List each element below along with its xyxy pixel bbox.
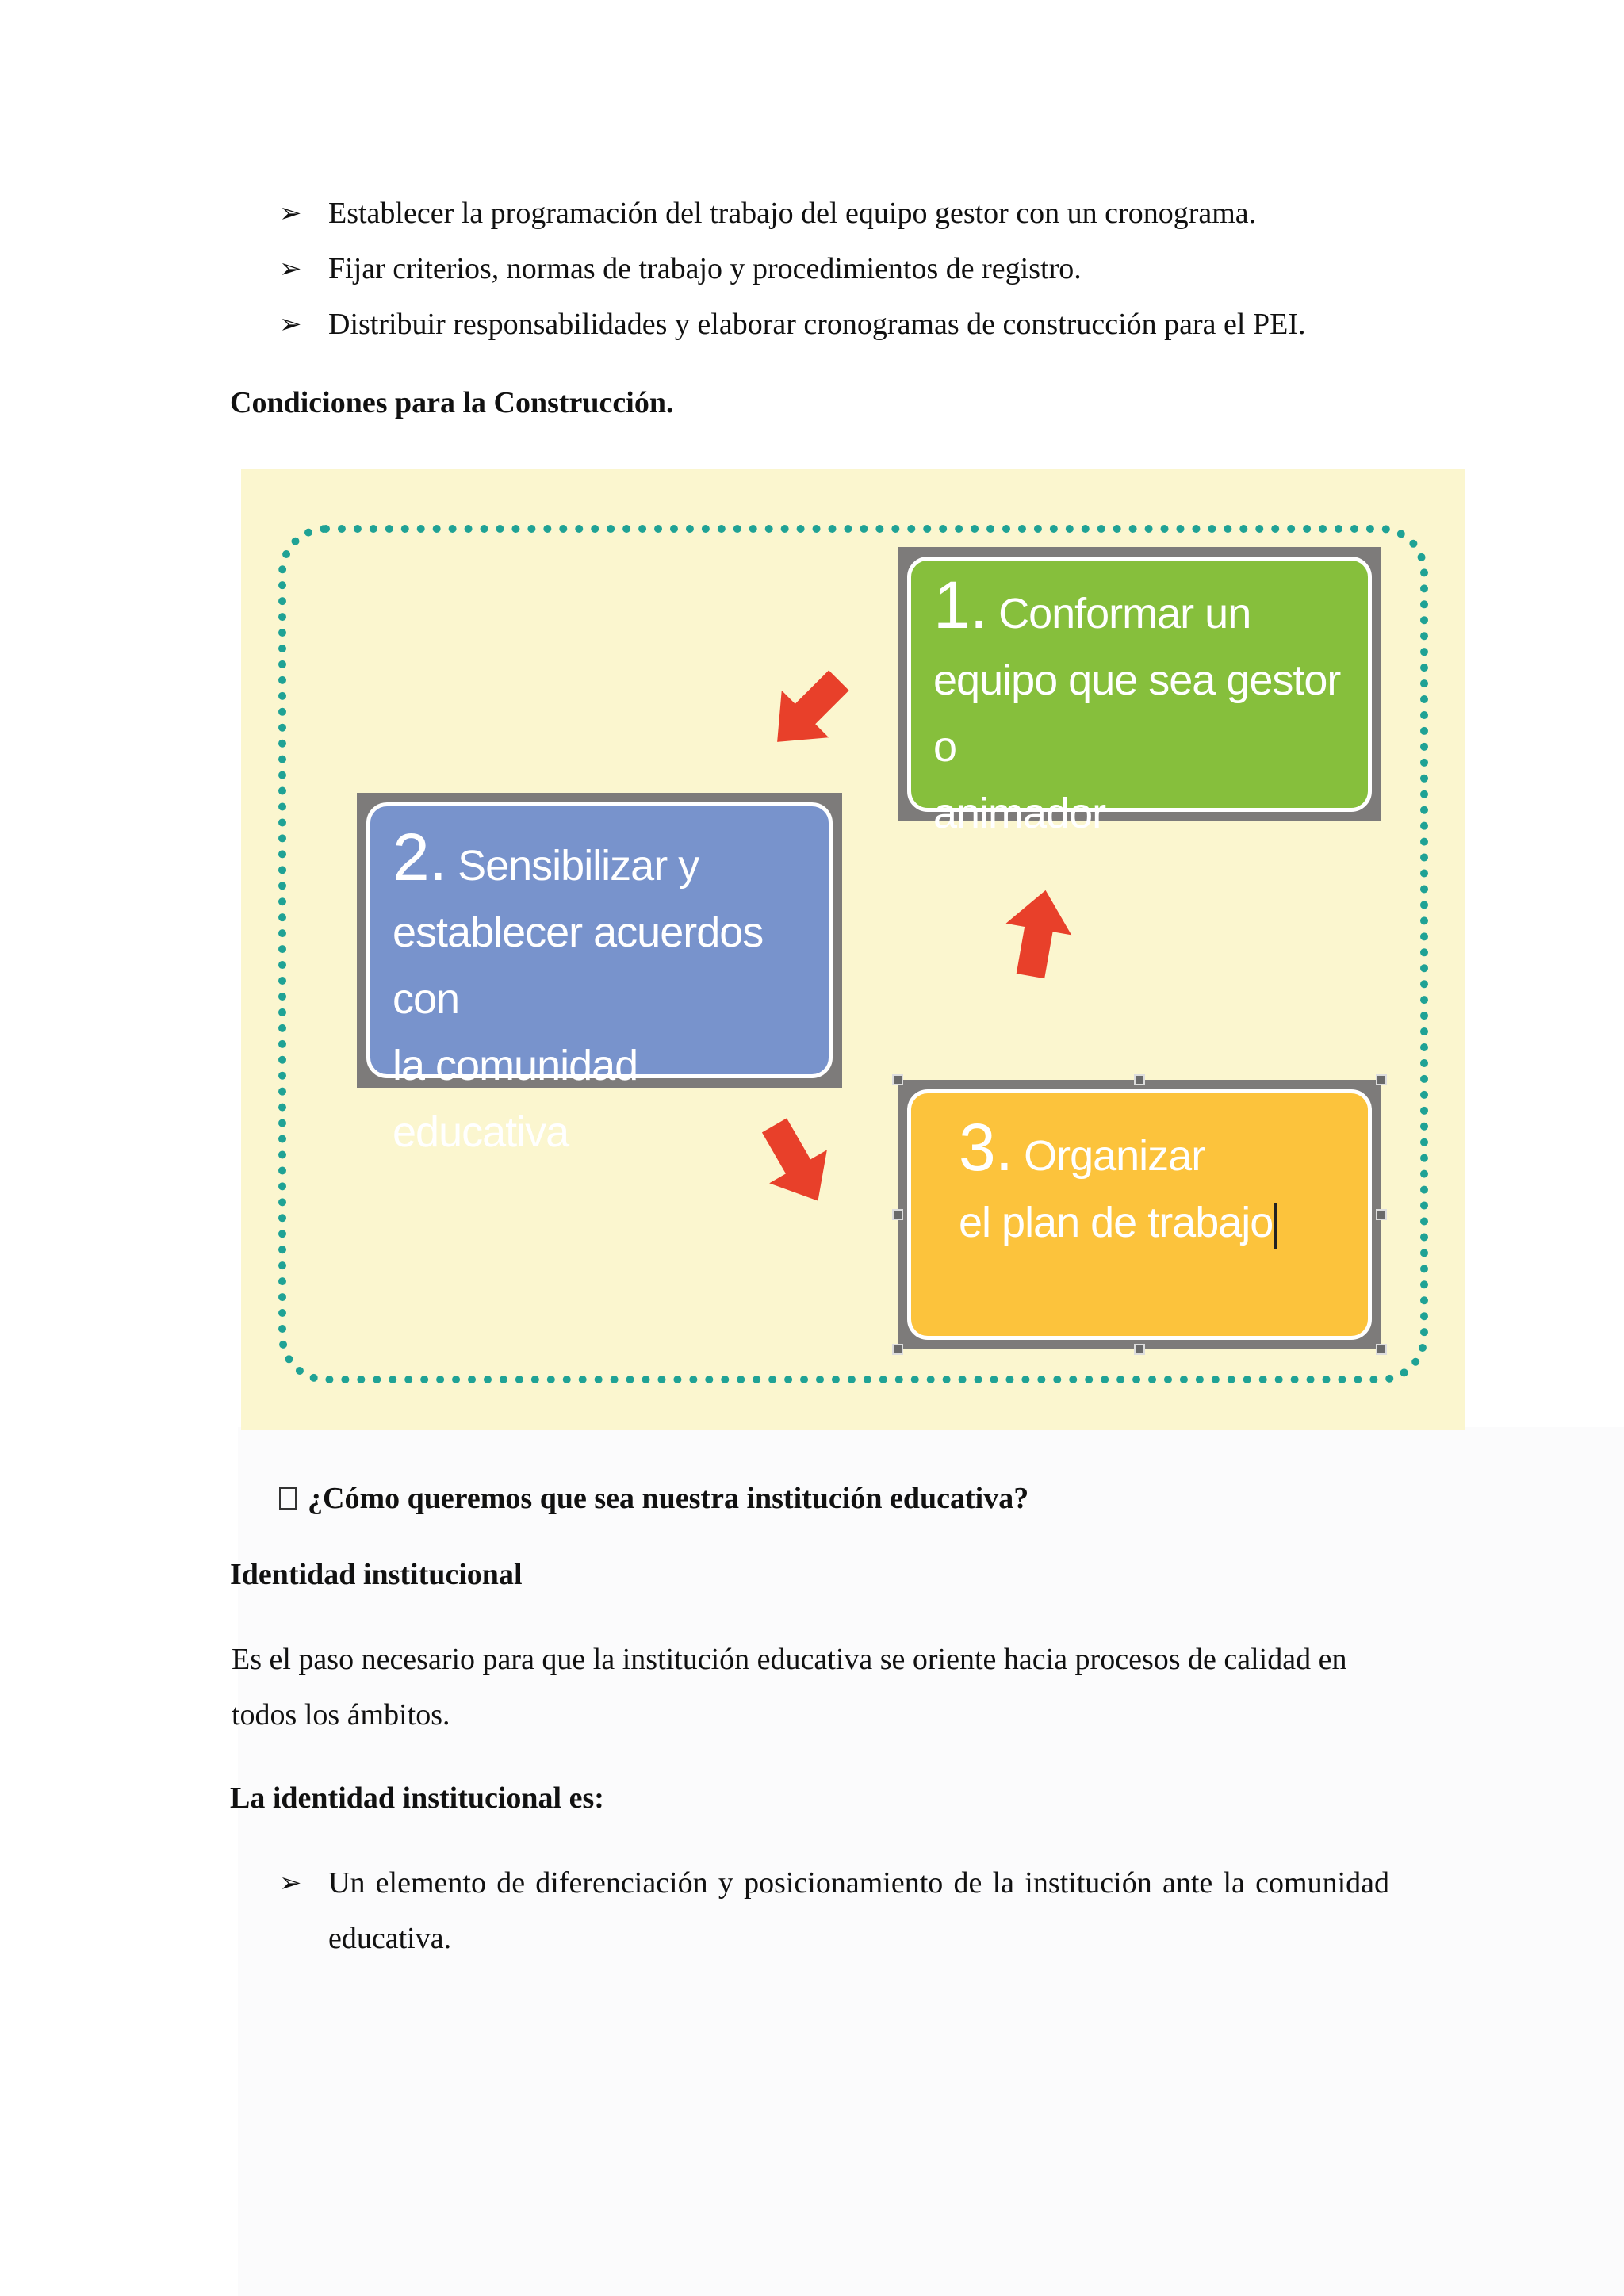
list-item: ➢ Distribuir responsabilidades y elaborar cronogramas de construcción para el PEI. — [279, 297, 1305, 352]
arrowhead-bullet-icon: ➢ — [279, 308, 302, 340]
step-text-line: Sensibilizar y — [458, 842, 699, 890]
section-heading-conditions: Condiciones para la Construcción. — [230, 386, 674, 419]
step-text-line: Conformar un — [998, 590, 1251, 637]
step-card-1 — [898, 547, 1381, 837]
list-item: ➢ Fijar criterios, normas de trabajo y procedimientos de registro. — [279, 241, 1305, 297]
step-text-line: la comunidad educativa — [393, 1042, 638, 1156]
bullet-list-bottom — [279, 1855, 1389, 1966]
step-text-line: el plan de trabajo — [959, 1199, 1274, 1246]
step-card-2 — [357, 793, 842, 1156]
arrowhead-bullet-icon: ➢ — [279, 253, 302, 285]
identity-heading: Identidad institucional — [230, 1558, 523, 1591]
list-item: ➢ Un elemento de diferenciación y posicionamiento de la institución ante la comunidad educativa. — [279, 1855, 1389, 1966]
resize-handle[interactable] — [1376, 1209, 1387, 1220]
identity-is-heading: La identidad institucional es: — [230, 1781, 604, 1815]
step-text-line: animador — [933, 790, 1106, 837]
resize-handle[interactable] — [1134, 1074, 1145, 1085]
step-number: 3. — [959, 1110, 1013, 1184]
resize-handle[interactable] — [1376, 1074, 1387, 1085]
red-arrow-icon — [737, 1104, 856, 1223]
arrowhead-bullet-icon: ➢ — [279, 1867, 302, 1899]
resize-handle[interactable] — [1376, 1344, 1387, 1355]
construction-steps-diagram — [241, 469, 1465, 1430]
resize-handle[interactable] — [892, 1209, 903, 1220]
red-arrow-icon — [749, 652, 868, 771]
red-arrow-icon — [979, 874, 1097, 993]
step-card-3[interactable] — [898, 1080, 1381, 1349]
step-text-line: establecer acuerdos con — [393, 909, 764, 1023]
step-number: 2. — [393, 820, 447, 894]
missing-glyph-box-icon — [279, 1487, 297, 1510]
question-heading: ¿Cómo queremos que sea nuestra institución educativa? — [279, 1481, 1028, 1516]
text-cursor — [1274, 1203, 1277, 1249]
step-text-line: equipo que sea gestor o — [933, 656, 1341, 771]
resize-handle[interactable] — [1134, 1344, 1145, 1355]
step-number: 1. — [933, 568, 988, 642]
arrowhead-bullet-icon: ➢ — [279, 197, 302, 229]
step-text-line: Organizar — [1024, 1132, 1205, 1180]
resize-handle[interactable] — [892, 1344, 903, 1355]
bullet-list-top — [279, 186, 1305, 352]
list-item: ➢ Establecer la programación del trabajo del equipo gestor con un cronograma. — [279, 186, 1305, 241]
identity-paragraph: Es el paso necesario para que la institución educativa se oriente hacia procesos de calidad en todos los ámbitos. — [232, 1643, 1347, 1732]
resize-handle[interactable] — [892, 1074, 903, 1085]
